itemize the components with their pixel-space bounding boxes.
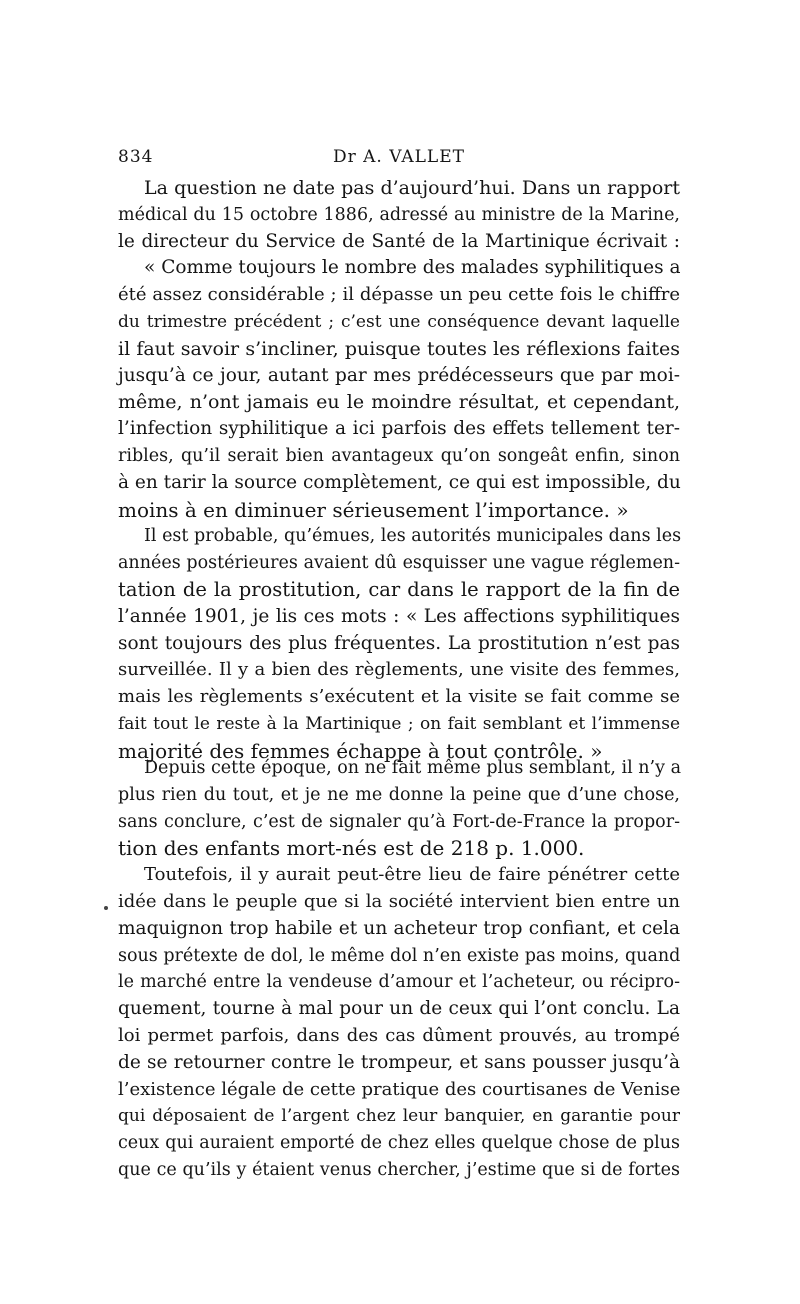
text-line: été assez considérable ; il dépasse un peu cette fois le chiffre: [118, 284, 680, 306]
text-line: que ce qu’ils y étaient venus chercher, j’estime que si de fortes: [118, 1159, 680, 1180]
text-line: tation de la prostitution, car dans le rapport de la fin de: [118, 577, 680, 601]
text-line: tion des enfants mort-nés est de 218 p. 1.000.: [118, 836, 585, 861]
text-line: l’existence légale de cette pratique des courtisanes de Venise: [118, 1078, 681, 1100]
page-number: 834: [118, 147, 154, 167]
text-line: il faut savoir s’incliner, puisque toutes les réflexions faites: [118, 337, 680, 360]
text-line: surveillée. Il y a bien des règlements, une visite des femmes,: [118, 659, 680, 681]
text-line: médical du 15 octobre 1886, adressé au ministre de la Marine,: [118, 204, 680, 225]
text-line: jusqu’à ce jour, autant par mes prédécesseurs que par moi-: [118, 364, 680, 386]
text-line: sous prétexte de dol, le même dol n’en existe pas moins, quand: [118, 945, 681, 966]
page-header: [118, 147, 680, 171]
text-line: l’infection syphilitique a ici parfois des effets tellement ter-: [118, 418, 680, 440]
text-line: idée dans le peuple que si la société intervient bien entre un: [118, 890, 680, 912]
text-line: plus rien du tout, et je ne me donne la peine que d’une chose,: [118, 784, 680, 805]
text-line: moins à en diminuer sérieusement l’importance. »: [118, 497, 629, 522]
text-line: La question ne date pas d’aujourd’hui. Dans un rapport: [144, 177, 680, 199]
text-line: le marché entre la vendeuse d’amour et l’acheteur, ou récipro-: [118, 972, 680, 993]
text-line: Toutefois, il y aurait peut-être lieu de faire pénétrer cette: [144, 864, 680, 886]
text-block-1: [118, 175, 680, 765]
text-block-2: [118, 755, 680, 1184]
text-line: fait tout le reste à la Martinique ; on fait semblant et l’immense: [118, 713, 680, 734]
text-line: années postérieures avaient dû esquisser une vague réglemen-: [118, 553, 680, 574]
text-line: « Comme toujours le nombre des malades syphilitiques a: [144, 257, 681, 279]
text-line: Il est probable, qu’émues, les autorités municipales dans les: [144, 526, 682, 547]
text-line: ribles, qu’il serait bien avantageux qu’on songeât enfin, sinon: [118, 445, 680, 466]
running-head: Dr A. VALLET: [333, 147, 465, 167]
text-line: qui déposaient de l’argent chez leur banquier, en garantie pour: [118, 1106, 680, 1127]
text-line: l’année 1901, je lis ces mots : « Les affections syphilitiques: [118, 605, 680, 627]
text-line: majorité des femmes échappe à tout contrôle. »: [118, 738, 603, 763]
text-line: le directeur du Service de Santé de la Martinique écrivait :: [118, 230, 680, 252]
text-line: mais les règlements s’exécutent et la visite se fait comme se: [118, 686, 680, 708]
text-line: maquignon trop habile et un acheteur trop confiant, et cela: [118, 917, 680, 939]
text-line: de se retourner contre le trompeur, et sans pousser jusqu’à: [118, 1051, 680, 1073]
text-line: sans conclure, c’est de signaler qu’à Fort-de-France la propor-: [118, 811, 680, 832]
text-line: loi permet parfois, dans des cas dûment prouvés, au trompé: [118, 1024, 680, 1046]
text-line: à en tarir la source complètement, ce qui est impossible, du: [118, 471, 681, 493]
text-line: sont toujours des plus fréquentes. La prostitution n’est pas: [118, 632, 680, 654]
text-line: même, n’ont jamais eu le moindre résultat, et cependant,: [118, 391, 680, 414]
text-line: du trimestre précédent ; c’est une conséquence devant laquelle: [118, 311, 680, 332]
text-line: Depuis cette époque, on ne fait même plus semblant, il n’y a: [144, 758, 681, 778]
margin-speck: [104, 906, 108, 910]
text-line: ceux qui auraient emporté de chez elles quelque chose de plus: [118, 1133, 680, 1154]
text-line: quement, tourne à mal pour un de ceux qui l’ont conclu. La: [118, 998, 680, 1020]
